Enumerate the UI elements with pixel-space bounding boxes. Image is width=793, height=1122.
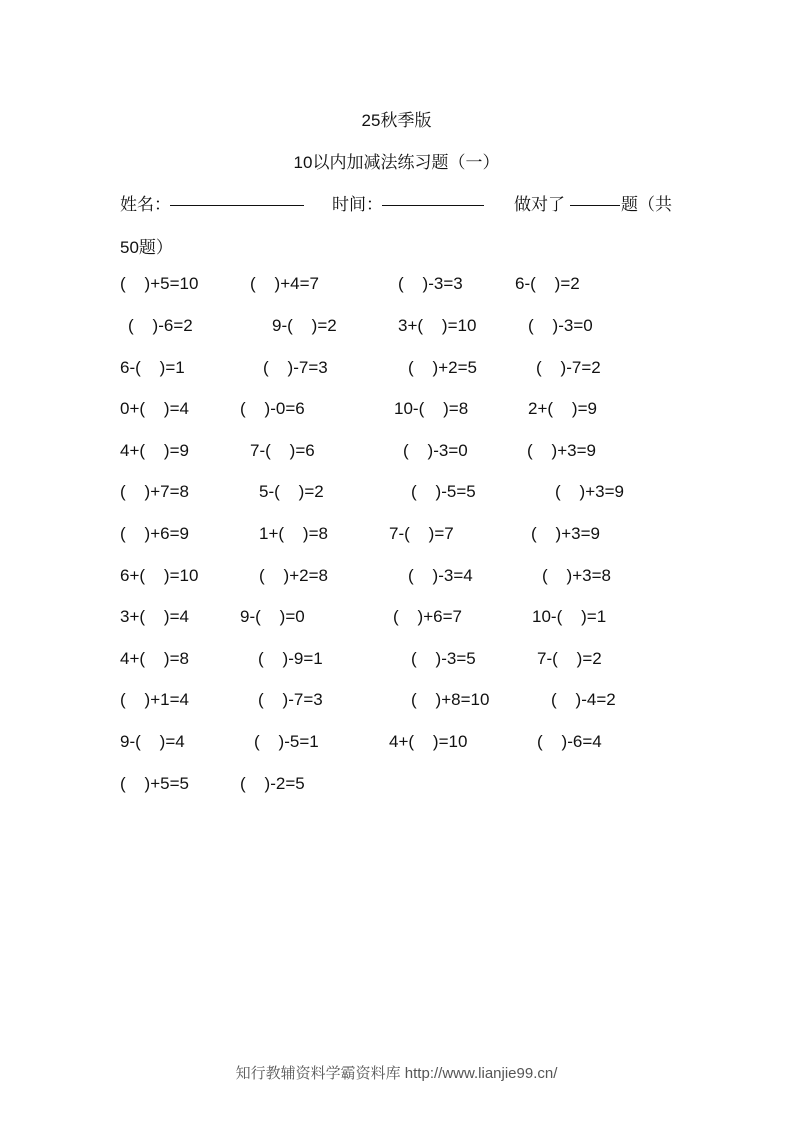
problem-item[interactable]: 10-( )=8 [394,399,469,418]
problem-item[interactable]: 4+( )=9 [120,441,189,460]
problem-item[interactable]: ( )-7=3 [263,358,328,377]
problem-item[interactable]: ( )+8=10 [411,690,490,709]
problem-item[interactable]: 6-( )=1 [120,358,185,377]
footer-source: 知行教辅资料学霸资料库 http://www.lianjie99.cn/ [235,1065,558,1082]
problem-item[interactable]: 10-( )=1 [532,607,607,626]
problem-item[interactable]: ( )-5=5 [411,482,476,501]
total-questions-label: 50题） [120,238,173,257]
problem-item[interactable]: ( )+4=7 [250,274,319,293]
problem-item[interactable]: ( )+2=8 [259,566,328,585]
problem-item[interactable]: 4+( )=8 [120,649,189,668]
problem-item[interactable]: ( )+5=10 [120,274,199,293]
problem-item[interactable]: ( )+3=9 [531,524,600,543]
problem-item[interactable]: ( )-6=4 [537,732,602,751]
problem-item[interactable]: ( )-7=2 [536,358,601,377]
problem-item[interactable]: 7-( )=7 [389,524,454,543]
problem-item[interactable]: 9-( )=0 [240,607,305,626]
problem-item[interactable]: ( )+5=5 [120,774,189,793]
problem-item[interactable]: ( )-3=0 [528,316,593,335]
problem-item[interactable]: ( )-3=4 [408,566,473,585]
problem-item[interactable]: ( )+6=9 [120,524,189,543]
problem-item[interactable]: ( )-9=1 [258,649,323,668]
problem-item[interactable]: 9-( )=2 [272,316,337,335]
problem-item[interactable]: ( )-3=3 [398,274,463,293]
problem-item[interactable]: ( )-3=5 [411,649,476,668]
problem-item[interactable]: 1+( )=8 [259,524,328,543]
page-title: 10以内加减法练习题（一） [293,153,500,172]
problem-item[interactable]: ( )-2=5 [240,774,305,793]
problem-item[interactable]: ( )-7=3 [258,690,323,709]
correct-label: 做对了 [514,195,565,214]
time-label: 时间： [332,195,383,214]
problem-item[interactable]: 6+( )=10 [120,566,199,585]
correct-suffix: 题（共 [621,195,672,214]
problem-item[interactable]: 3+( )=4 [120,607,189,626]
problem-item[interactable]: 4+( )=10 [389,732,468,751]
problem-item[interactable]: ( )-0=6 [240,399,305,418]
problem-item[interactable]: 0+( )=4 [120,399,189,418]
problem-item[interactable]: ( )+3=8 [542,566,611,585]
problem-item[interactable]: ( )-3=0 [403,441,468,460]
problem-item[interactable]: ( )+6=7 [393,607,462,626]
problem-item[interactable]: ( )+3=9 [527,441,596,460]
name-label: 姓名： [120,195,171,214]
problem-item[interactable]: 9-( )=4 [120,732,185,751]
problem-item[interactable]: ( )+7=8 [120,482,189,501]
edition-label: 25秋季版 [361,111,432,130]
problem-item[interactable]: 5-( )=2 [259,482,324,501]
problem-item[interactable]: ( )-5=1 [254,732,319,751]
problem-item[interactable]: ( )+1=4 [120,690,189,709]
problem-item[interactable]: 2+( )=9 [528,399,597,418]
problem-item[interactable]: 7-( )=2 [537,649,602,668]
problem-item[interactable]: 6-( )=2 [515,274,580,293]
problem-item[interactable]: 3+( )=10 [398,316,477,335]
problem-item[interactable]: ( )-6=2 [128,316,193,335]
problem-item[interactable]: ( )-4=2 [551,690,616,709]
problem-item[interactable]: ( )+3=9 [555,482,624,501]
problem-item[interactable]: 7-( )=6 [250,441,315,460]
problem-item[interactable]: ( )+2=5 [408,358,477,377]
